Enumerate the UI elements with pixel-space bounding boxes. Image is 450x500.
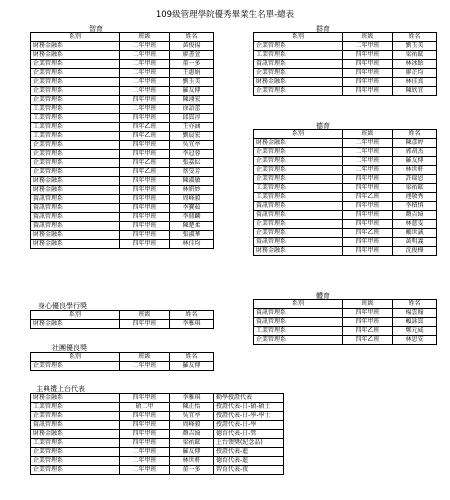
cell-dept: 企業管理系 [31,412,120,421]
cell-class: 四年甲班 [343,220,393,229]
cell-dept: 工業管理系 [31,439,120,448]
table-row [31,87,214,96]
header-name: 姓名 [170,311,214,320]
header-dept: 系別 [254,33,343,42]
table-row [254,309,437,318]
table-row [31,132,214,141]
table-dianli [30,393,284,475]
cell-class: 四年甲班 [120,439,170,448]
cell-dept: 企業管理系 [254,42,343,51]
cell-name: 李雅琪 [170,320,214,329]
header-dept: 系別 [31,33,120,42]
cell-class: 二年甲班 [120,87,170,96]
cell-dept: 企業管理系 [31,457,120,466]
cell-class: 碩二甲 [120,403,170,412]
table-row [254,60,437,69]
cell-name: 李冠蓉 [170,150,214,159]
table-row [31,150,214,159]
cell-role: 授證代表-日-碩-碩士 [214,403,284,412]
table-row [31,42,214,51]
table-row [31,177,214,186]
cell-name: 羅友傳 [170,362,214,371]
table-shenxin [30,310,214,329]
table-row [31,195,214,204]
cell-class: 四年甲班 [120,213,170,222]
cell-role: 勤學授證代表 [214,394,284,403]
cell-class: 四年甲班 [343,78,393,87]
table-row [254,175,437,184]
cell-dept: 財務金融系 [31,177,120,186]
table-zhiyu [30,32,214,249]
cell-class: 四年乙班 [343,336,393,345]
cell-dept: 企業管理系 [31,159,120,168]
table-header-row [254,130,437,139]
cell-name: 林佳真 [393,78,437,87]
cell-class: 四年甲班 [120,421,170,430]
cell-class: 二年甲班 [120,466,170,475]
table-shequn [30,352,214,371]
cell-dept: 財務金融系 [31,231,120,240]
cell-class: 四年甲班 [343,51,393,60]
page-title: 109級管理學院優秀畢業生名單-總表 [155,10,295,20]
cell-dept: 工業管理系 [254,51,343,60]
cell-class: 四年乙班 [343,193,393,202]
cell-dept: 企業管理系 [254,157,343,166]
cell-class: 四年甲班 [120,394,170,403]
section-label-dianli: 主典禮上台代表 [36,385,85,393]
cell-class: 四年乙班 [120,168,170,177]
cell-class: 四年甲班 [343,211,393,220]
table-row [31,430,284,439]
cell-dept: 資訊管理系 [31,222,120,231]
cell-name: 梁祐鋐 [393,184,437,193]
header-class: 班級 [343,300,393,309]
header-class: 班級 [120,33,170,42]
table-row [254,157,437,166]
cell-class: 四年甲班 [120,150,170,159]
header-name: 姓名 [170,33,214,42]
cell-class: 四年乙班 [120,132,170,141]
table-row [31,96,214,105]
table-deyu [253,129,437,256]
cell-name: 周峰毅 [170,195,214,204]
cell-name: 蔡旻芳 [170,168,214,177]
cell-dept: 資訊管理系 [31,195,120,204]
section-label-shenxin: 身心優良學行獎 [38,302,87,310]
cell-class: 四年甲班 [120,186,170,195]
header-class: 班級 [343,130,393,139]
table-row [254,327,437,336]
table-header-row [31,353,214,362]
cell-class: 四年乙班 [120,123,170,132]
table-row [254,202,437,211]
cell-name: 許瑞恩 [393,175,437,184]
cell-class: 四年甲班 [343,318,393,327]
cell-dept: 財務金融系 [31,51,120,60]
cell-dept: 財務金融系 [31,240,120,249]
cell-name: 黃俊揚 [170,42,214,51]
cell-class: 二年甲班 [343,139,393,148]
cell-role: 上台領獎(紀念品) [214,439,284,448]
shequn-table [30,352,214,371]
table-row [31,320,214,329]
cell-dept: 企業管理系 [31,448,120,457]
cell-dept: 財務金融系 [31,320,120,329]
header-dept: 系別 [31,353,120,362]
cell-name: 廖芷均 [393,69,437,78]
cell-name: 董一多 [170,466,214,475]
cell-dept: 企業管理系 [31,60,120,69]
header-class: 班級 [120,353,170,362]
cell-class: 四年乙班 [343,229,393,238]
cell-name: 李鼎麟 [170,213,214,222]
cell-dept: 財務金融系 [31,430,120,439]
header-name: 姓名 [170,353,214,362]
cell-name: 張嘉紜 [170,159,214,168]
cell-role: 德育代表-進 [214,457,284,466]
cell-name: 郭胡杰 [393,148,437,157]
deyu-table [253,129,437,256]
cell-class: 四年甲班 [120,240,170,249]
cell-class: 二年甲班 [343,148,393,157]
cell-class: 四年甲班 [120,430,170,439]
table-row [31,159,214,168]
cell-dept: 工業管理系 [31,105,120,114]
table-row [31,448,284,457]
cell-class: 四年甲班 [120,231,170,240]
cell-class: 四年甲班 [120,204,170,213]
table-row [31,123,214,132]
cell-dept: 企業管理系 [31,362,120,371]
table-row [31,51,214,60]
dianli-table [30,393,284,475]
cell-dept: 企業管理系 [254,220,343,229]
table-row [31,60,214,69]
cell-dept: 工業管理系 [254,184,343,193]
cell-dept: 資訊管理系 [254,238,343,247]
table-row [254,229,437,238]
cell-dept: 財務金融系 [254,139,343,148]
cell-dept: 資訊管理系 [254,318,343,327]
cell-dept: 企業管理系 [254,87,343,96]
cell-dept: 工業管理系 [31,114,120,123]
cell-name: 顏吉綺 [170,430,214,439]
cell-name: 羅友傳 [170,87,214,96]
cell-dept: 企業管理系 [31,87,120,96]
cell-role: 授證代表-日-學-學士 [214,412,284,421]
table-row [31,466,284,475]
cell-class: 二年甲班 [120,448,170,457]
cell-class: 二年甲班 [120,69,170,78]
table-row [31,457,284,466]
header-class: 班級 [343,33,393,42]
cell-class: 四年甲班 [120,177,170,186]
cell-name: 陳彥婷 [393,139,437,148]
cell-role: 授證代表-進 [214,448,284,457]
cell-dept: 財務金融系 [31,42,120,51]
cell-dept: 財務金融系 [254,247,343,256]
cell-name: 張淑華 [170,231,214,240]
table-row [254,42,437,51]
cell-dept: 資訊管理系 [31,213,120,222]
cell-dept: 企業管理系 [31,168,120,177]
cell-name: 林世軒 [170,457,214,466]
cell-dept: 企業管理系 [254,148,343,157]
table-row [31,222,214,231]
table-header-row [31,311,214,320]
cell-name: 邱貫淳 [170,114,214,123]
cell-role: 智育代表-夜 [214,466,284,475]
qunyu-table [253,32,437,96]
cell-dept: 財務金融系 [254,78,343,87]
cell-name: 李積慎 [393,202,437,211]
cell-name: 劉玉美 [393,42,437,51]
cell-name: 林慈雯 [393,220,437,229]
cell-class: 四年甲班 [343,87,393,96]
cell-class: 二年甲班 [343,157,393,166]
cell-class: 四年甲班 [120,320,170,329]
cell-dept: 資訊管理系 [31,204,120,213]
table-row [254,166,437,175]
cell-name: 林冰飴 [393,60,437,69]
cell-dept: 資訊管理系 [254,202,343,211]
header-class: 班級 [120,311,170,320]
table-row [31,186,214,195]
cell-dept: 企業管理系 [254,166,343,175]
cell-class: 二年甲班 [120,362,170,371]
cell-class: 四年甲班 [120,195,170,204]
cell-class: 二年甲班 [120,78,170,87]
section-label-qunyu: 群育 [316,25,330,33]
table-row [31,231,214,240]
table-row [254,184,437,193]
shenxin-table [30,310,214,329]
cell-class: 四年甲班 [343,175,393,184]
cell-dept: 財務金融系 [31,394,120,403]
cell-dept: 企業管理系 [31,96,120,105]
table-row [254,148,437,157]
cell-name: 李寶茹 [170,204,214,213]
cell-name: 陳正怡 [170,403,214,412]
zhiyu-table [30,32,214,249]
table-row [31,78,214,87]
cell-role: 德育代表-日-管 [214,430,284,439]
table-row [31,204,214,213]
cell-class: 二年甲班 [120,457,170,466]
cell-class: 四年甲班 [343,238,393,247]
cell-class: 四年甲班 [343,184,393,193]
cell-dept: 工業管理系 [254,327,343,336]
cell-name: 李雅琪 [170,394,214,403]
table-row [31,412,284,421]
table-row [254,238,437,247]
table-row [31,403,284,412]
cell-name: 吳宜亭 [170,141,214,150]
cell-dept: 企業管理系 [31,141,120,150]
cell-name: 劉晨宏 [170,132,214,141]
cell-name: 戴世誠 [393,229,437,238]
table-row [254,336,437,345]
section-label-shequn: 社團優良獎 [52,344,87,352]
cell-name: 賴詠貫 [393,318,437,327]
table-row [31,439,284,448]
cell-name: 王惠娟 [170,69,214,78]
table-row [254,78,437,87]
section-label-deyu: 德育 [316,122,330,130]
table-row [31,105,214,114]
header-dept: 系別 [254,300,343,309]
cell-name: 林思安 [393,336,437,345]
cell-dept: 工業管理系 [31,403,120,412]
cell-class: 四年乙班 [120,159,170,168]
cell-name: 董一多 [170,60,214,69]
table-row [254,139,437,148]
table-row [31,69,214,78]
header-name: 姓名 [393,33,437,42]
cell-dept: 企業管理系 [31,78,120,87]
cell-name: 鄭元威 [393,327,437,336]
cell-class: 四年甲班 [343,69,393,78]
cell-dept: 資訊管理系 [31,421,120,430]
cell-class: 四年甲班 [120,412,170,421]
cell-dept: 企業管理系 [31,150,120,159]
table-row [254,211,437,220]
cell-class: 四年甲班 [343,309,393,318]
cell-name: 林世軒 [393,166,437,175]
cell-dept: 資訊管理系 [254,211,343,220]
cell-class: 二年甲班 [120,60,170,69]
table-row [254,87,437,96]
cell-name: 王亦涵 [170,123,214,132]
table-row [31,213,214,222]
cell-dept: 企業管理系 [254,69,343,78]
cell-name: 陳翊宏 [170,96,214,105]
cell-class: 二年甲班 [120,105,170,114]
cell-name: 陳淑敏 [170,177,214,186]
table-row [254,69,437,78]
cell-name: 廖書萱 [170,51,214,60]
cell-name: 梁祐鋐 [170,439,214,448]
section-label-zhiyu: 智育 [89,25,103,33]
table-row [31,394,284,403]
cell-role: 授證代表-日-學 [214,421,284,430]
cell-class: 四年甲班 [120,222,170,231]
cell-name: 徐語蕾 [170,105,214,114]
header-dept: 系別 [254,130,343,139]
tiyu-table [253,299,437,345]
cell-class: 四年甲班 [343,247,393,256]
cell-name: 林妍妙 [170,186,214,195]
cell-name: 陳欣宜 [393,87,437,96]
cell-dept: 財務金融系 [31,186,120,195]
cell-name: 羅友傳 [170,448,214,457]
cell-dept: 企業管理系 [31,466,120,475]
cell-dept: 企業管理系 [254,229,343,238]
cell-dept: 資訊管理系 [254,309,343,318]
cell-name: 劉玉美 [170,78,214,87]
header-dept: 系別 [31,311,120,320]
table-row [31,240,214,249]
table-row [254,318,437,327]
table-row [254,220,437,229]
cell-class: 四年甲班 [343,202,393,211]
cell-name: 陳楚柔 [170,222,214,231]
section-label-tiyu: 體育 [316,292,330,300]
table-qunyu [253,32,437,96]
cell-name: 連敬秀 [393,193,437,202]
table-row [31,421,284,430]
cell-name: 梁祐鋐 [393,51,437,60]
cell-name: 周峰毅 [170,421,214,430]
header-name: 姓名 [393,300,437,309]
table-row [254,247,437,256]
cell-name: 羅友傳 [393,157,437,166]
cell-name: 黃明義 [393,238,437,247]
cell-dept: 工業管理系 [31,132,120,141]
cell-class: 四年甲班 [120,141,170,150]
table-row [31,168,214,177]
cell-dept: 資訊管理系 [254,60,343,69]
cell-dept: 企業管理系 [31,69,120,78]
cell-dept: 工業管理系 [254,193,343,202]
table-row [31,141,214,150]
cell-class: 四年乙班 [343,327,393,336]
cell-name: 顏吉綺 [393,211,437,220]
cell-class: 四年甲班 [120,114,170,123]
cell-dept: 工業管理系 [31,123,120,132]
cell-dept: 企業管理系 [254,336,343,345]
cell-name: 林佳均 [170,240,214,249]
table-row [31,362,214,371]
cell-class: 二年甲班 [343,42,393,51]
table-header-row [31,33,214,42]
table-row [31,114,214,123]
cell-name: 沈俊樺 [393,247,437,256]
table-tiyu [253,299,437,345]
cell-class: 四年甲班 [343,60,393,69]
table-row [254,51,437,60]
table-row [254,193,437,202]
table-header-row [254,33,437,42]
cell-class: 二年甲班 [120,51,170,60]
table-header-row [254,300,437,309]
cell-class: 二年甲班 [343,166,393,175]
cell-class: 二年甲班 [120,42,170,51]
cell-class: 四年甲班 [120,96,170,105]
header-name: 姓名 [393,130,437,139]
cell-dept: 企業管理系 [254,175,343,184]
cell-name: 吳宜亭 [170,412,214,421]
cell-name: 楊雲翰 [393,309,437,318]
